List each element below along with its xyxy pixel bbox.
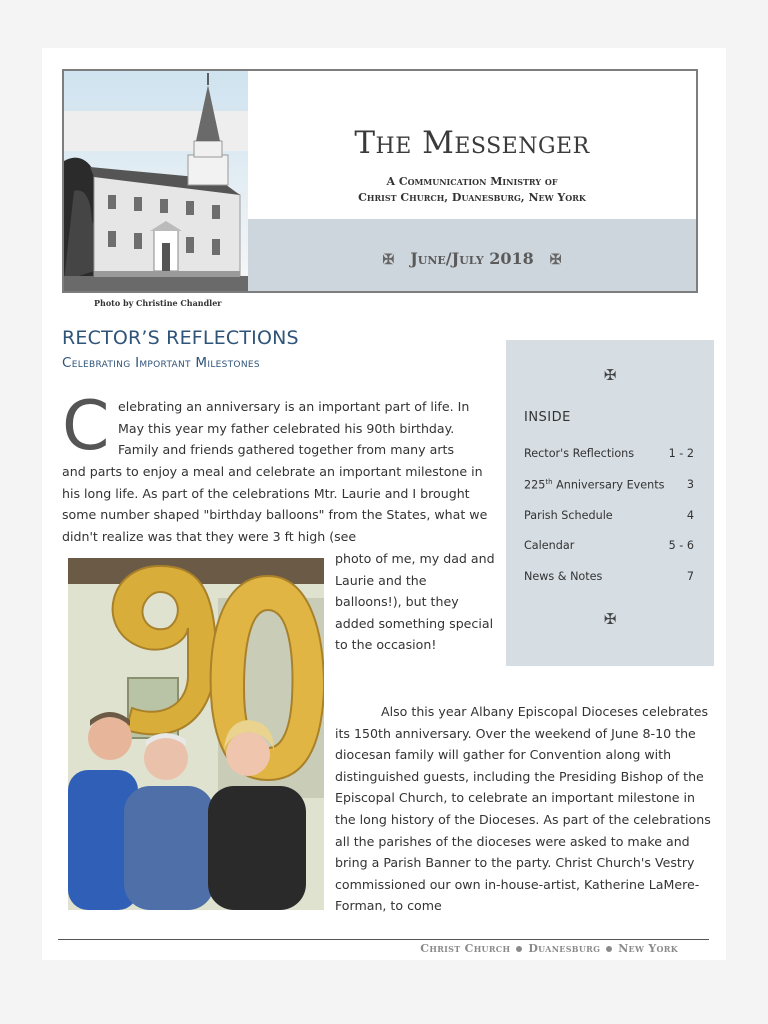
footer: Christ Church Duanesburg New York bbox=[420, 942, 678, 955]
church-illustration bbox=[64, 71, 248, 291]
paragraph-2 bbox=[335, 701, 719, 917]
toc-page: 7 bbox=[686, 570, 694, 583]
toc-page: 4 bbox=[686, 509, 694, 522]
toc-item[interactable]: 225th Anniversary Events 3 bbox=[524, 478, 694, 492]
maltese-cross-icon: ✠ bbox=[549, 252, 562, 268]
bullet-icon bbox=[606, 946, 612, 952]
paragraph-1-part-c: photo of me, my dad and Laurie and the balloons!), but they added something special to the occasion! bbox=[335, 551, 495, 653]
footer-divider bbox=[58, 939, 709, 940]
church-photo bbox=[64, 71, 248, 291]
paragraph-2-text: Also this year Albany Episcopal Dioceses celebrates its 150th anniversary. Over the weekend of June 8-10 the diocesan family will gather for Convention along with distinguished guests, including the Presiding Bishop of the Episcopal Church, to celebrate an important milestone in the long history of the Dioceses. As part of the celebrations all the parishes of the dioceses were asked to make and bring a Parish Banner to the party. Christ Church's Vestry commissioned our own in-house-artist, Katherine LaMere-Forman, to come bbox=[335, 704, 711, 914]
toc-item[interactable]: Parish Schedule 4 bbox=[524, 509, 694, 522]
masthead bbox=[62, 69, 698, 293]
toc-page: 5 - 6 bbox=[668, 539, 694, 552]
newsletter-subtitle-line1: A Communication Ministry of bbox=[386, 175, 558, 188]
section-subtitle: Celebrating Important Milestones bbox=[62, 355, 260, 371]
issue-date-text: June/July 2018 bbox=[410, 249, 534, 268]
toc-item[interactable]: News & Notes 7 bbox=[524, 570, 694, 583]
maltese-cross-icon: ✠ bbox=[603, 366, 617, 384]
birthday-photo-illustration bbox=[68, 558, 324, 910]
toc-page: 3 bbox=[686, 478, 694, 491]
toc-item[interactable]: Calendar 5 - 6 bbox=[524, 539, 694, 552]
issue-date bbox=[248, 249, 696, 268]
inside-box bbox=[506, 340, 714, 666]
birthday-photo bbox=[68, 558, 324, 910]
newsletter-subtitle-line2: Christ Church, Duanesburg, New York bbox=[358, 191, 586, 204]
drop-cap: C bbox=[62, 387, 110, 466]
paragraph-1-part-b: and parts to enjoy a meal and celebrate an important milestone in his long life. As part of the celebrations Mtr. Laurie and I brought some number shaped "birthday balloons" from the States, what we didn't realize was that they were 3 ft high (see bbox=[62, 464, 488, 544]
title-area bbox=[248, 71, 696, 219]
toc-page: 1 - 2 bbox=[668, 447, 694, 460]
maltese-cross-icon: ✠ bbox=[382, 252, 395, 268]
toc-item[interactable]: Rector's Reflections 1 - 2 bbox=[524, 447, 694, 460]
bullet-icon bbox=[516, 946, 522, 952]
paragraph-1-part-a: elebrating an anniversary is an important part of life. In May this year my father celebrated his 90th birthday. Family and friends gathered together from many arts bbox=[118, 399, 470, 458]
photo-credit: Photo by Christine Chandler bbox=[94, 298, 222, 308]
maltese-cross-icon: ✠ bbox=[603, 610, 617, 628]
newsletter-title: The Messenger bbox=[354, 125, 590, 161]
section-title: RECTOR’S REFLECTIONS bbox=[62, 327, 299, 349]
issue-date-band bbox=[248, 219, 696, 291]
inside-title: INSIDE bbox=[524, 410, 571, 425]
